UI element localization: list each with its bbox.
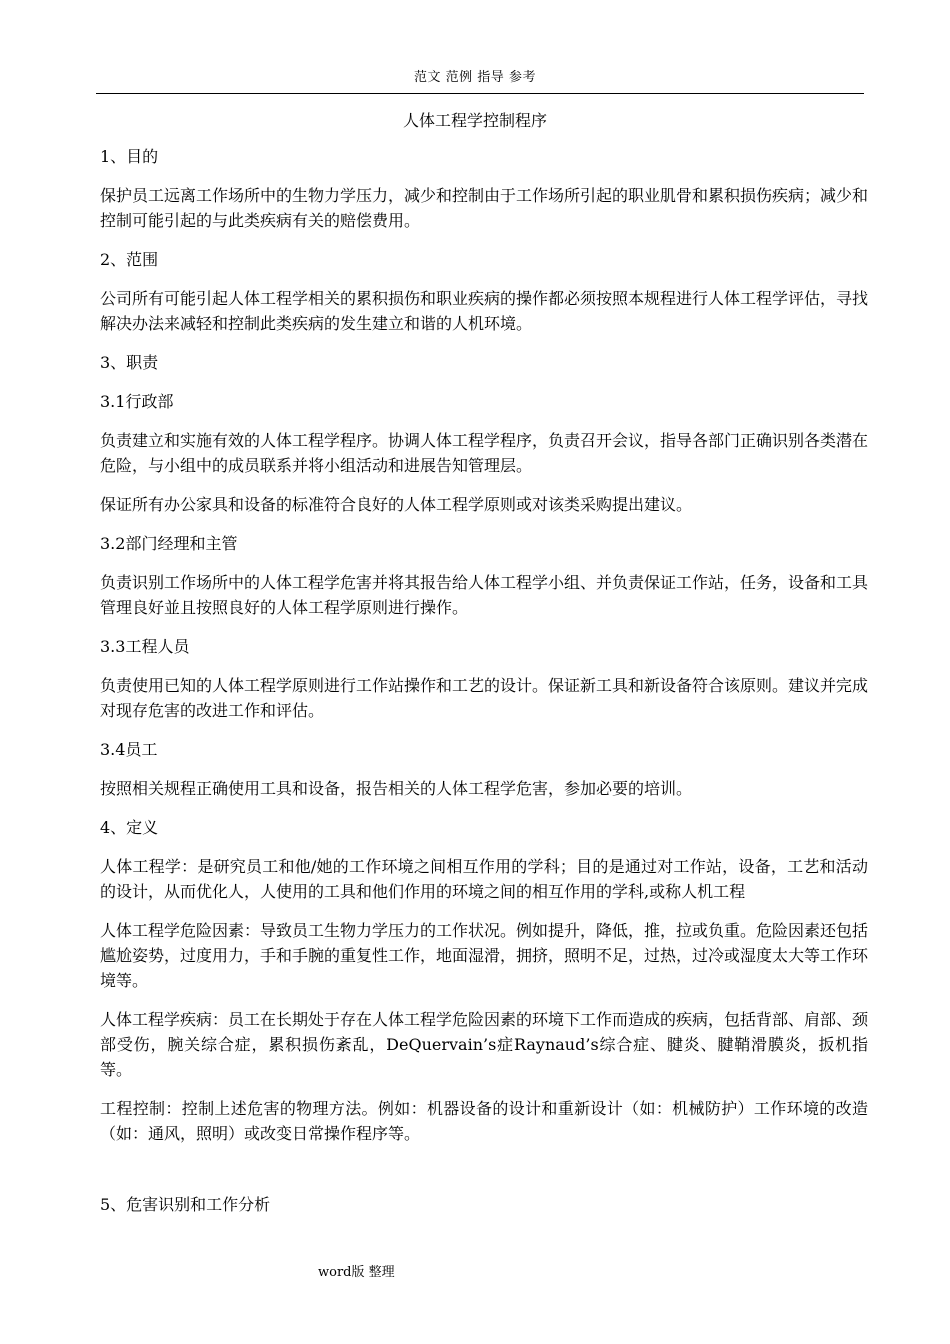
section-heading-hazard-identification: 5、危害识别和工作分析 <box>100 1195 271 1214</box>
page-header: 范文 范例 指导 参考 <box>414 70 536 85</box>
subsection-heading-managers: 3.2部门经理和主管 <box>100 534 238 553</box>
paragraph-purpose: 保护员工远离工作场所中的生物力学压力，减少和控制由于工作场所引起的职业肌骨和累积损伤疾病；减少和控制可能引起的与此类疾病有关的赔偿费用。 <box>100 186 869 230</box>
paragraph-engineers: 负责使用已知的人体工程学原则进行工作站操作和工艺的设计。保证新工具和新设备符合该原则。建议并完成对现存危害的改进工作和评估。 <box>100 676 869 720</box>
paragraph-admin-2: 保证所有办公家具和设备的标准符合良好的人体工程学原则或对该类采购提出建议。 <box>100 495 693 514</box>
paragraph-definition-engineering-control: 工程控制：控制上述危害的物理方法。例如：机器设备的设计和重新设计（如：机械防护）工作环境的改造（如：通风，照明）或改变日常操作程序等。 <box>100 1099 868 1143</box>
subsection-heading-employees: 3.4员工 <box>100 740 158 759</box>
subsection-heading-engineers: 3.3工程人员 <box>100 637 190 656</box>
section-heading-responsibilities: 3、职责 <box>100 353 159 372</box>
document-body <box>100 144 868 1231</box>
paragraph-definition-ergonomics: 人体工程学：是研究员工和他/她的工作环境之间相互作用的学科；目的是通过对工作站，设备，工艺和活动的设计，从而优化人，人使用的工具和他们作用的环境之间的相互作用的学科,或称人机工程 <box>100 857 868 901</box>
paragraph-managers: 负责识别工作场所中的人体工程学危害并将其报告给人体工程学小组、并负责保证工作站，任务，设备和工具管理良好並且按照良好的人体工程学原则进行操作。 <box>100 573 869 617</box>
paragraph-scope: 公司所有可能引起人体工程学相关的累积损伤和职业疾病的操作都必须按照本规程进行人体工程学评估，寻找解决办法来减轻和控制此类疾病的发生建立和谐的人机环境。 <box>100 289 869 333</box>
header-divider <box>96 93 864 94</box>
paragraph-definition-disorders: 人体工程学疾病：员工在长期处于存在人体工程学危险因素的环境下工作而造成的疾病，包括背部、肩部、颈部受伤，腕关综合症，累积损伤紊乱，DeQuervain’s症Raynaud’s综合症、腱炎、腱鞘滑膜炎，扳机指等。 <box>100 1010 869 1079</box>
document-title: 人体工程学控制程序 <box>402 111 547 130</box>
section-heading-scope: 2、范围 <box>100 250 159 269</box>
page-footer: word版 整理 <box>318 1265 395 1280</box>
subsection-heading-admin: 3.1行政部 <box>100 392 174 411</box>
paragraph-definition-risk-factors: 人体工程学危险因素：导致员工生物力学压力的工作状况。例如提升，降低，推，拉或负重。危险因素还包括尴尬姿势，过度用力，手和手腕的重复性工作，地面湿滑，拥挤，照明不足，过热，过冷或湿度太大等工作环境等。 <box>100 921 869 990</box>
paragraph-employees: 按照相关规程正确使用工具和设备，报告相关的人体工程学危害，参加必要的培训。 <box>100 779 693 798</box>
paragraph-admin-1: 负责建立和实施有效的人体工程学程序。协调人体工程学程序，负责召开会议，指导各部门正确识别各类潜在危险，与小组中的成员联系并将小组活动和进展告知管理层。 <box>100 431 869 475</box>
section-heading-purpose: 1、目的 <box>100 147 159 166</box>
section-heading-definitions: 4、定义 <box>100 818 159 837</box>
